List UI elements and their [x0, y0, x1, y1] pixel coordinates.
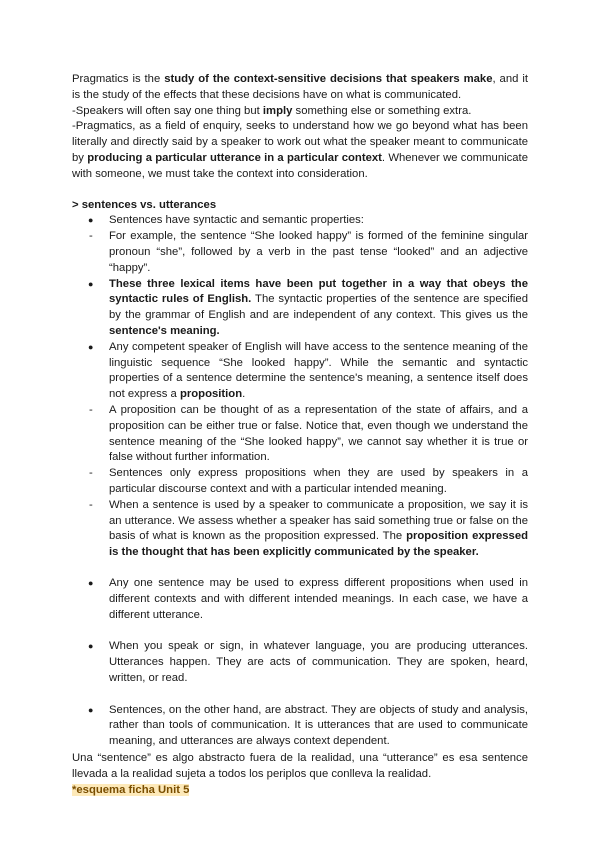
list-item-text: Sentences have syntactic and semantic properties:	[109, 214, 364, 227]
bold-text-run: These three lexical items have been put together in a way that obeys the syntactic rules of English.	[109, 277, 528, 306]
intro-paragraph-1	[72, 72, 528, 104]
list-item	[72, 576, 528, 623]
list-item-text: When you speak or sign, in whatever language, you are producing utterances. Utterances happen. They are acts of communication. They are spoken, heard, written, or read.	[109, 640, 528, 684]
list-item	[72, 403, 528, 466]
list-item-text: Any competent speaker of English will have access to the sentence meaning of the linguistic sequence “She looked happy”. While the semantic and syntactic properties of a sentence determine the sentence's meaning, a sentence itself does not express a	[109, 340, 528, 401]
list-item-text: Sentences only express propositions when they are used by speakers in a particular discourse context and with a particular intended meaning.	[109, 467, 528, 495]
section-heading: > sentences vs. utterances	[72, 198, 217, 211]
list-item	[72, 340, 528, 403]
text-run: -Speakers will often say one thing but	[72, 104, 263, 117]
bold-text-run: imply	[262, 104, 293, 117]
list-item-text: A proposition can be thought of as a representation of the state of affairs, and a proposition can be either true or false. Notice that, even though we understand the sentence meaning of the “She looked happy”, we cannot say whether it is true or false without further information.	[109, 403, 528, 464]
bullet-marker: ●	[88, 341, 94, 352]
text-run: , and it is the study of the effects that these decisions have on what is communicated.	[72, 73, 528, 101]
dash-marker: -	[89, 467, 93, 480]
text-run: . Whenever we communicate with someone, we must take the context into consideration.	[72, 151, 528, 180]
text-run: something else or something extra.	[292, 104, 472, 117]
bullet-marker: ●	[88, 704, 94, 715]
list-item-text: When a sentence is used by a speaker to communicate a proposition, we say it is an utterance. We assess whether a speaker has said something true or false on the basis of what is known as the proposition expressed. The	[109, 498, 528, 543]
spanish-summary: Una “sentence” es algo abstracto fuera de la realidad, una “utterance” es esa sentence llevada a la realidad sujeta a todos los periplos que conlleva la realidad.	[72, 752, 528, 780]
bold-text-run: proposition	[179, 388, 243, 401]
text-run: Pragmatics is the	[72, 73, 165, 85]
list-item	[72, 229, 528, 276]
list-item-text: Sentences, on the other hand, are abstract. They are objects of study and analysis, rather than tools of communication. It is utterances that are used to communicate meaning, and utterances are always context dependent.	[109, 703, 528, 748]
text-run: -Pragmatics, as a field of enquiry, seeks to understand how we go beyond what has been literally and directly said by a speaker to work out what the speaker meant to communicate by	[72, 120, 528, 164]
document-page	[72, 72, 528, 798]
bold-text-run: producing a particular utterance in a particular context	[87, 151, 382, 164]
bullet-marker: ●	[88, 215, 94, 226]
bullet-marker: ●	[88, 577, 94, 588]
dash-marker: -	[89, 403, 93, 416]
list-item	[72, 498, 528, 561]
dash-marker: -	[89, 498, 93, 511]
list-item-text: The syntactic properties of the sentence are specified by the grammar of English and are independent of any context. This gives us the	[109, 293, 528, 322]
intro-paragraph-2	[72, 104, 528, 120]
list-item-text: For example, the sentence “She looked happy” is formed of the feminine singular pronoun “she”, followed by a verb in the past tense “looked” and an adjective “happy”.	[109, 230, 528, 274]
bullet-marker: ●	[88, 278, 94, 289]
bold-text-run: proposition expressed is the thought that has been explicitly communicated by the speaker.	[109, 530, 529, 559]
list-item	[72, 703, 528, 750]
list-item	[72, 466, 528, 498]
list-item-text: .	[242, 388, 246, 401]
bold-text-run: sentence's meaning.	[109, 324, 220, 337]
list-item	[72, 639, 528, 686]
intro-paragraph-3	[72, 119, 528, 182]
list-item	[72, 277, 528, 340]
bullet-marker: ●	[88, 641, 94, 652]
highlighted-note: *esquema ficha Unit 5	[72, 783, 190, 796]
list-item-text: Any one sentence may be used to express different propositions when used in different contexts and with different intended meanings. In each case, we have a different utterance.	[109, 576, 528, 621]
note-line	[72, 783, 528, 799]
list-item	[72, 213, 528, 229]
dash-marker: -	[89, 230, 93, 243]
bold-text-run: study of the context-sensitive decisions that speakers make	[164, 73, 493, 85]
section-list	[72, 213, 528, 750]
